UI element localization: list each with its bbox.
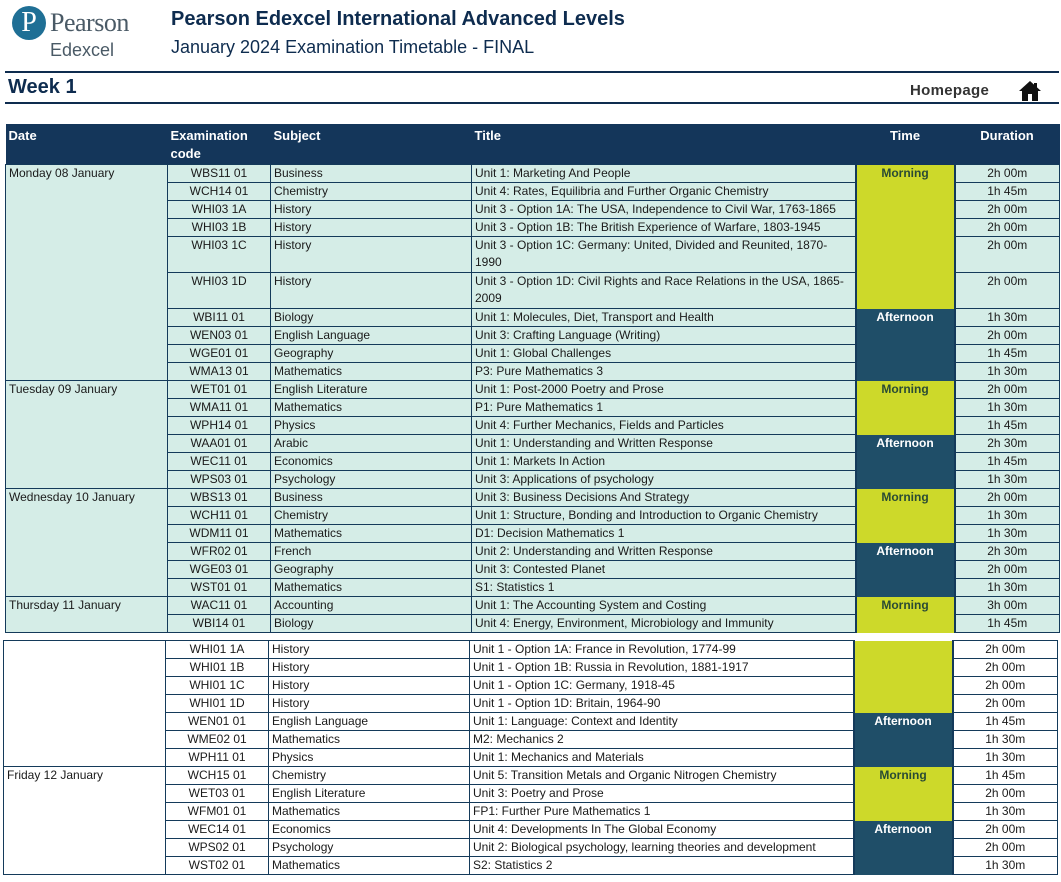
exam-code-cell: WGE03 01 (168, 561, 271, 579)
timetable-body-1 (6, 165, 1060, 633)
time-cell: Afternoon (856, 543, 955, 597)
title-cell: Unit 1: Markets In Action (472, 453, 856, 471)
table-row (6, 489, 1060, 507)
title-cell: Unit 1 - Option 1D: Britain, 1964-90 (470, 695, 854, 713)
timetable-week1-part2 (3, 640, 1058, 875)
subject-cell: Geography (271, 345, 472, 363)
duration-cell: 2h 30m (955, 543, 1060, 561)
title-cell: FP1: Further Pure Mathematics 1 (470, 803, 854, 821)
exam-code-cell: WHI03 1D (168, 273, 271, 309)
title-cell: Unit 3 - Option 1B: The British Experience of Warfare, 1803-1945 (472, 219, 856, 237)
col-header-code-line1: Examination (170, 128, 248, 143)
duration-cell: 2h 00m (955, 201, 1060, 219)
title-cell: Unit 4: Developments In The Global Economy (470, 821, 854, 839)
subject-cell: History (269, 695, 470, 713)
duration-cell: 1h 45m (955, 345, 1060, 363)
exam-code-cell: WBS11 01 (168, 165, 271, 183)
time-cell: Morning (856, 381, 955, 435)
subject-cell: Arabic (271, 435, 472, 453)
time-cell: Morning (856, 165, 955, 309)
exam-code-cell: WBI11 01 (168, 309, 271, 327)
time-cell (854, 641, 953, 713)
title-cell: Unit 5: Transition Metals and Organic Nitrogen Chemistry (470, 767, 854, 785)
duration-cell: 2h 00m (955, 381, 1060, 399)
timetable-body-2 (4, 641, 1058, 875)
subject-cell: Business (271, 489, 472, 507)
col-header-code (168, 124, 271, 165)
duration-cell: 1h 30m (953, 857, 1058, 875)
subject-cell: Business (271, 165, 472, 183)
subject-cell: History (271, 273, 472, 309)
col-header-subject: Subject (271, 124, 472, 165)
date-cell: Wednesday 10 January (6, 489, 168, 597)
document-title: Pearson Edexcel International Advanced Levels (171, 8, 625, 30)
exam-code-cell: WCH14 01 (168, 183, 271, 201)
duration-cell: 2h 00m (955, 165, 1060, 183)
duration-cell: 2h 00m (953, 839, 1058, 857)
logo-word-edexcel: Edexcel (50, 40, 115, 60)
duration-cell: 2h 00m (955, 273, 1060, 309)
subject-cell: Psychology (271, 471, 472, 489)
title-cell: Unit 1: Mechanics and Materials (470, 749, 854, 767)
exam-code-cell: WPS02 01 (166, 839, 269, 857)
duration-cell: 1h 30m (955, 579, 1060, 597)
duration-cell: 3h 00m (955, 597, 1060, 615)
duration-cell: 2h 00m (953, 641, 1058, 659)
date-cell: Friday 12 January (4, 767, 166, 875)
exam-code-cell: WCH15 01 (166, 767, 269, 785)
duration-cell: 2h 00m (953, 677, 1058, 695)
col-header-date: Date (6, 124, 168, 165)
col-header-title: Title (472, 124, 856, 165)
subject-cell: Accounting (271, 597, 472, 615)
duration-cell: 1h 30m (953, 803, 1058, 821)
subject-cell: Mathematics (271, 525, 472, 543)
exam-code-cell: WBS13 01 (168, 489, 271, 507)
exam-code-cell: WEN03 01 (168, 327, 271, 345)
duration-cell: 2h 00m (955, 237, 1060, 273)
exam-code-cell: WAC11 01 (168, 597, 271, 615)
subject-cell: Economics (269, 821, 470, 839)
exam-code-cell: WPS03 01 (168, 471, 271, 489)
subject-cell: English Literature (269, 785, 470, 803)
pearson-p-icon: P (12, 6, 46, 40)
exam-code-cell: WMA11 01 (168, 399, 271, 417)
table-row (6, 165, 1060, 183)
subject-cell: History (269, 659, 470, 677)
pearson-logo[interactable] (10, 4, 140, 64)
title-cell: Unit 1 - Option 1A: France in Revolution, 1774-99 (470, 641, 854, 659)
title-cell: P3: Pure Mathematics 3 (472, 363, 856, 381)
subject-cell: Mathematics (271, 579, 472, 597)
title-cell: Unit 4: Energy, Environment, Microbiology and Immunity (472, 615, 856, 633)
duration-cell: 1h 30m (955, 507, 1060, 525)
exam-code-cell: WMA13 01 (168, 363, 271, 381)
timetable-week1-part1 (5, 124, 1060, 633)
duration-cell: 1h 45m (955, 615, 1060, 633)
exam-code-cell: WEC14 01 (166, 821, 269, 839)
homepage-link[interactable]: Homepage (910, 82, 990, 99)
home-icon[interactable] (1018, 80, 1042, 102)
duration-cell: 1h 30m (953, 731, 1058, 749)
duration-cell: 1h 45m (953, 767, 1058, 785)
duration-cell: 1h 45m (953, 713, 1058, 731)
date-cell (4, 641, 166, 767)
subject-cell: Economics (271, 453, 472, 471)
title-cell: Unit 1: Structure, Bonding and Introduction to Organic Chemistry (472, 507, 856, 525)
subject-cell: Physics (271, 417, 472, 435)
table-row (4, 767, 1058, 785)
duration-cell: 2h 00m (953, 659, 1058, 677)
table-row (6, 597, 1060, 615)
exam-code-cell: WPH11 01 (166, 749, 269, 767)
duration-cell: 1h 30m (955, 309, 1060, 327)
exam-code-cell: WPH14 01 (168, 417, 271, 435)
duration-cell: 2h 00m (955, 219, 1060, 237)
title-cell: Unit 3 - Option 1A: The USA, Independence to Civil War, 1763-1865 (472, 201, 856, 219)
col-header-code-line2: code (170, 146, 201, 161)
title-cell: S2: Statistics 2 (470, 857, 854, 875)
title-cell: Unit 2: Understanding and Written Response (472, 543, 856, 561)
exam-code-cell: WST01 01 (168, 579, 271, 597)
exam-code-cell: WHI01 1B (166, 659, 269, 677)
title-cell: M2: Mechanics 2 (470, 731, 854, 749)
page-header (0, 0, 1061, 70)
duration-cell: 1h 45m (955, 417, 1060, 435)
title-cell: Unit 3 - Option 1D: Civil Rights and Race Relations in the USA, 1865-2009 (472, 273, 856, 309)
document-subtitle: January 2024 Examination Timetable - FINAL (171, 37, 535, 57)
title-cell: Unit 1 - Option 1B: Russia in Revolution, 1881-1917 (470, 659, 854, 677)
exam-code-cell: WEN01 01 (166, 713, 269, 731)
subject-cell: Mathematics (271, 363, 472, 381)
subject-cell: Chemistry (271, 183, 472, 201)
exam-code-cell: WCH11 01 (168, 507, 271, 525)
title-cell: Unit 3 - Option 1C: Germany: United, Divided and Reunited, 1870-1990 (472, 237, 856, 273)
table-row (4, 641, 1058, 659)
title-cell: Unit 3: Business Decisions And Strategy (472, 489, 856, 507)
subject-cell: History (271, 219, 472, 237)
title-cell: Unit 1: The Accounting System and Costing (472, 597, 856, 615)
table-header-row (6, 124, 1060, 165)
title-cell: Unit 3: Poetry and Prose (470, 785, 854, 803)
title-cell: Unit 1: Global Challenges (472, 345, 856, 363)
subject-cell: Mathematics (271, 399, 472, 417)
duration-cell: 2h 00m (955, 489, 1060, 507)
exam-code-cell: WGE01 01 (168, 345, 271, 363)
date-cell: Monday 08 January (6, 165, 168, 381)
subject-cell: Mathematics (269, 803, 470, 821)
exam-code-cell: WHI03 1C (168, 237, 271, 273)
subject-cell: Chemistry (269, 767, 470, 785)
subject-cell: Geography (271, 561, 472, 579)
title-cell: Unit 4: Rates, Equilibria and Further Organic Chemistry (472, 183, 856, 201)
duration-cell: 1h 30m (955, 471, 1060, 489)
title-cell: Unit 3: Applications of psychology (472, 471, 856, 489)
title-cell: S1: Statistics 1 (472, 579, 856, 597)
exam-code-cell: WME02 01 (166, 731, 269, 749)
subject-cell: History (271, 237, 472, 273)
logo-word-pearson: Pearson (50, 8, 129, 37)
time-cell: Morning (856, 489, 955, 543)
time-cell: Afternoon (856, 309, 955, 381)
exam-code-cell: WBI14 01 (168, 615, 271, 633)
subject-cell: English Language (269, 713, 470, 731)
subject-cell: Biology (271, 309, 472, 327)
exam-code-cell: WST02 01 (166, 857, 269, 875)
title-cell: Unit 2: Biological psychology, learning theories and development (470, 839, 854, 857)
exam-code-cell: WDM11 01 (168, 525, 271, 543)
time-cell: Afternoon (854, 821, 953, 875)
col-header-time: Time (856, 124, 955, 165)
date-cell: Tuesday 09 January (6, 381, 168, 489)
exam-code-cell: WHI01 1C (166, 677, 269, 695)
exam-code-cell: WET01 01 (168, 381, 271, 399)
title-cell: Unit 3: Contested Planet (472, 561, 856, 579)
duration-cell: 2h 00m (953, 785, 1058, 803)
subject-cell: Biology (271, 615, 472, 633)
duration-cell: 1h 30m (955, 363, 1060, 381)
title-cell: P1: Pure Mathematics 1 (472, 399, 856, 417)
duration-cell: 1h 30m (953, 749, 1058, 767)
header-rule-top (5, 71, 1059, 73)
time-cell: Morning (854, 767, 953, 821)
week-heading: Week 1 (8, 76, 77, 98)
time-cell: Afternoon (854, 713, 953, 767)
subject-cell: History (269, 677, 470, 695)
exam-code-cell: WHI03 1B (168, 219, 271, 237)
time-cell: Afternoon (856, 435, 955, 489)
exam-code-cell: WHI01 1A (166, 641, 269, 659)
duration-cell: 1h 45m (955, 453, 1060, 471)
exam-code-cell: WEC11 01 (168, 453, 271, 471)
exam-code-cell: WAA01 01 (168, 435, 271, 453)
time-cell: Morning (856, 597, 955, 633)
subject-cell: English Language (271, 327, 472, 345)
duration-cell: 2h 30m (955, 435, 1060, 453)
subject-cell: Mathematics (269, 857, 470, 875)
title-cell: Unit 1: Language: Context and Identity (470, 713, 854, 731)
col-header-duration: Duration (955, 124, 1060, 165)
header-rule-bottom (5, 102, 1059, 104)
subject-cell: Chemistry (271, 507, 472, 525)
title-cell: D1: Decision Mathematics 1 (472, 525, 856, 543)
title-cell: Unit 3: Crafting Language (Writing) (472, 327, 856, 345)
duration-cell: 2h 00m (955, 327, 1060, 345)
subject-cell: Mathematics (269, 731, 470, 749)
duration-cell: 2h 00m (955, 561, 1060, 579)
subject-cell: English Literature (271, 381, 472, 399)
subject-cell: French (271, 543, 472, 561)
title-cell: Unit 1: Understanding and Written Response (472, 435, 856, 453)
table-row (6, 381, 1060, 399)
exam-code-cell: WFM01 01 (166, 803, 269, 821)
date-cell: Thursday 11 January (6, 597, 168, 633)
exam-code-cell: WHI01 1D (166, 695, 269, 713)
title-cell: Unit 1: Marketing And People (472, 165, 856, 183)
duration-cell: 1h 30m (955, 399, 1060, 417)
exam-code-cell: WET03 01 (166, 785, 269, 803)
title-cell: Unit 1: Post-2000 Poetry and Prose (472, 381, 856, 399)
duration-cell: 2h 00m (953, 821, 1058, 839)
title-cell: Unit 1: Molecules, Diet, Transport and Health (472, 309, 856, 327)
duration-cell: 2h 00m (953, 695, 1058, 713)
subject-cell: Psychology (269, 839, 470, 857)
subject-cell: History (271, 201, 472, 219)
subject-cell: History (269, 641, 470, 659)
exam-code-cell: WFR02 01 (168, 543, 271, 561)
duration-cell: 1h 30m (955, 525, 1060, 543)
exam-code-cell: WHI03 1A (168, 201, 271, 219)
duration-cell: 1h 45m (955, 183, 1060, 201)
subject-cell: Physics (269, 749, 470, 767)
title-cell: Unit 1 - Option 1C: Germany, 1918-45 (470, 677, 854, 695)
title-cell: Unit 4: Further Mechanics, Fields and Particles (472, 417, 856, 435)
